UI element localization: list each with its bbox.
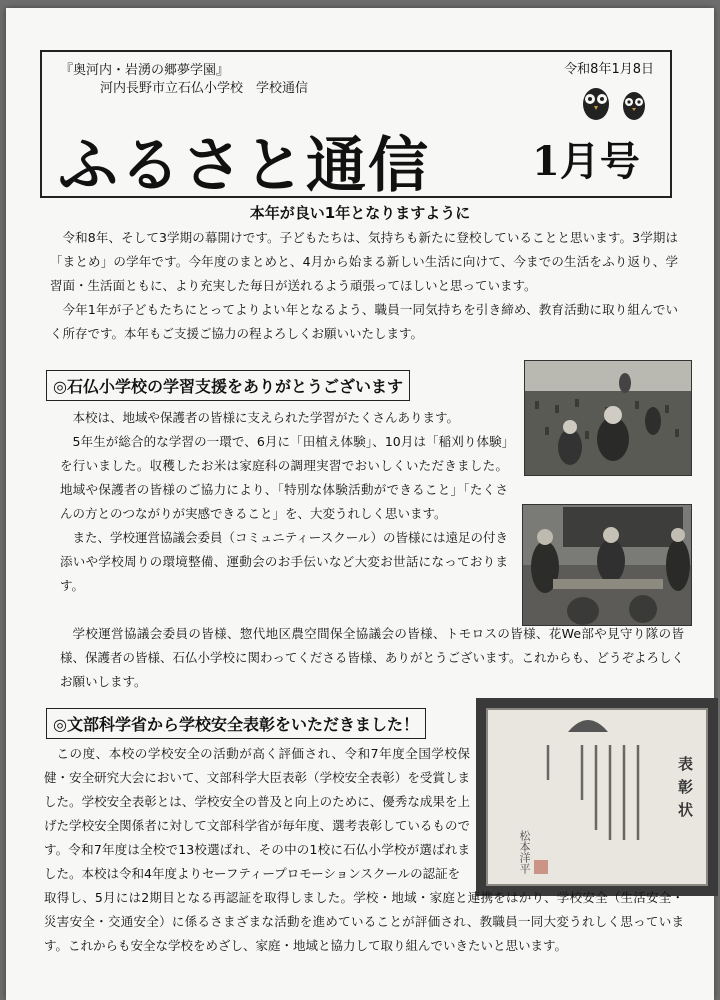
greeting-body bbox=[50, 226, 678, 346]
section-title-safety-award: ◎文部科学省から学校安全表彰をいただきました！ bbox=[46, 708, 426, 739]
learning-support-paragraph: 学校運営協議会委員の皆様、惣代地区農空間保全協議会の皆様、トモロスの皆様、花We部や見守り隊の皆様、保護者の皆様、石仏小学校に関わってくださる皆様、ありがとうございます。これからも、どうぞよろしくお願いします。 bbox=[60, 626, 684, 689]
greeting-heading: 本年が良い1年となりますように bbox=[249, 204, 471, 222]
learning-support-thanks bbox=[60, 622, 684, 694]
crest-icon bbox=[564, 714, 612, 734]
greeting-paragraph: 令和8年、そして3学期の幕開けです。子どもたちは、気持ちも新たに登校していることと思います。3学期は「まとめ」の学年です。今年度のまとめと、4月から始まる新しい生活に向けて、今までの生活をふり返り、学習面・生活面ともに、より充実した毎日が送れるよう頑張ってほしいと思っています。 bbox=[50, 230, 678, 293]
greeting-paragraph: 今年1年が子どもたちにとってよりよい年となるよう、職員一同気持ちを引き締め、教育活動に取り組んでいく所存です。本年もご支援ご協力の程よろしくお願いいたします。 bbox=[50, 302, 678, 341]
certificate-text-lines bbox=[518, 740, 648, 850]
region-name: 『奥河内・岩湧の郷夢学園』 bbox=[60, 63, 230, 78]
safety-award-paragraph-continued: 取得し、5月には2期目となる再認証を取得しました。学校・地域・家庭と連携をはかり、学校安全（生活安全・災害安全・交通安全）に係るさまざまな活動を進めていることが評価され、教職員一同大変うれしく思っています。これからも安全な学校をめざし、家庭・地域と協力して取り組んでいきたいと思います。 bbox=[44, 890, 684, 953]
learning-support-paragraph: また、学校運営協議会委員（コミュニティースクール）の皆様には遠足の付き添いや学校周りの環境整備、運動会のお手伝いなど大変お世話になっております。 bbox=[60, 530, 508, 593]
issue-month: 1月号 bbox=[532, 138, 640, 185]
masthead-subtitle bbox=[60, 62, 308, 98]
learning-support-paragraph: 5年生が総合的な学習の一環で、6月に「田植え体験」、10月は「稲刈り体験」を行いました。収穫したお米は家庭科の調理実習でおいしくいただきました。地域や保護者の皆様のご協力により、「特別な体験活動ができること」「たくさんの方とのつながりが実感できること」を、大変うれしく思います。 bbox=[60, 434, 508, 521]
safety-award-body bbox=[44, 742, 470, 886]
newsletter-title: ふるさと通信 bbox=[58, 131, 430, 201]
certificate-frame bbox=[486, 708, 708, 886]
seal-stamp bbox=[534, 860, 548, 874]
rice-field-photo bbox=[524, 360, 692, 476]
section-title-learning-support: ◎石仏小学校の学習支援をありがとうございます bbox=[46, 370, 410, 401]
masthead bbox=[40, 50, 672, 201]
certificate-signer: 松本洋平 bbox=[518, 830, 531, 874]
issue-date: 令和8年1月8日 bbox=[564, 62, 654, 77]
learning-support-body bbox=[60, 406, 508, 598]
award-certificate-photo bbox=[476, 698, 718, 896]
classroom-image bbox=[523, 505, 692, 626]
learning-support-paragraph: 本校は、地域や保護者の皆様に支えられた学習がたくさんあります。 bbox=[72, 410, 460, 425]
safety-award-paragraph: この度、本校の学校安全の活動が高く評価され、令和7年度全国学校保健・安全研究大会において、文部科学大臣表彰（学校安全表彰）を受賞しました。学校安全表彰とは、学校安全の普及と向上のために、優秀な成果を上げた学校安全関係者に対して文部科学省が毎年度、選考表彰しているものです。令和7年度は全校で13校選ばれ、その中の1校に石仏小学校が選ばれました。本校は令和4年度よりセーフティープロモーションスクールの認証を bbox=[44, 746, 470, 881]
classroom-photo bbox=[522, 504, 692, 626]
safety-award-body-continued bbox=[44, 886, 684, 958]
certificate-title: 表彰状 bbox=[676, 756, 694, 825]
school-name: 河内長野市立石仏小学校 学校通信 bbox=[100, 81, 309, 96]
owl-icon bbox=[578, 82, 650, 122]
rice-field-image bbox=[525, 361, 692, 476]
